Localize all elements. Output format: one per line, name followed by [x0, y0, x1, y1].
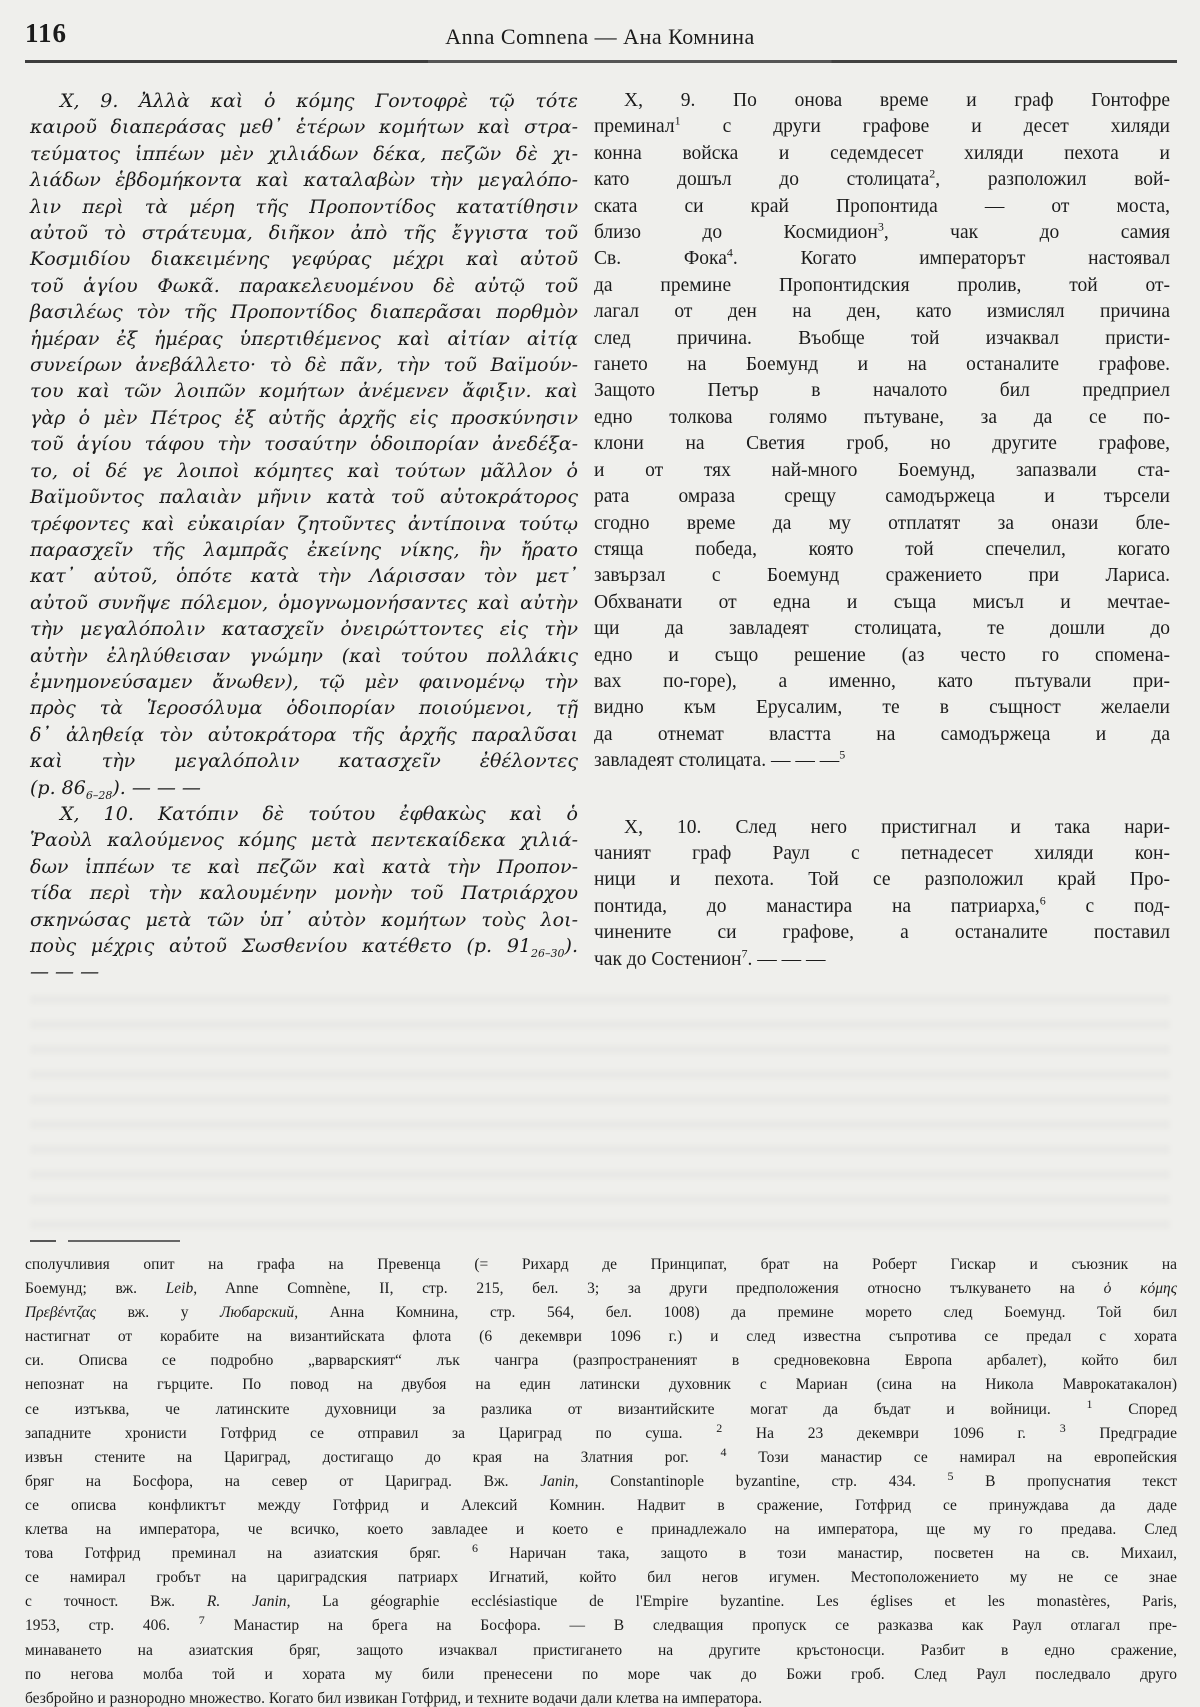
- text-line: завързал с Боемунд сражението при Лариса.: [594, 565, 1170, 587]
- bulgarian-column: [594, 88, 1170, 973]
- text-line: конна войска и седемдесет хиляди пехота и: [594, 142, 1170, 164]
- text-line: X, 9. Ἀλλὰ καὶ ὁ κόμης Γοντοφρὲ τῷ τότε: [60, 90, 578, 112]
- text-line: като дошъл до столицата$^2$, разположил вой-: [594, 166, 1170, 191]
- text-line: παρασχεῖν τῆς λαμπρᾶς ἐκείνης νίκης, ἣν ἤρατο: [30, 538, 578, 561]
- text-line: с точност. Вж. R. Janin, La géographie ecclésiastique de l'Empire byzantine. Les églises et les monastères, Paris,: [25, 1593, 1178, 1611]
- text-line: щи да завладеят столицата, те дошли до: [594, 618, 1170, 640]
- text-line: καιροῦ διαπεράσας μεθ᾿ ἑτέρων κομήτων καὶ στρα-: [30, 116, 578, 139]
- text-line: се намирал гробът на цариградския патриарх Игнатий, който бил негов игумен. Местоположението му не се знае: [25, 1569, 1177, 1587]
- text-line: сгодно време да му отплатят за онази бле-: [594, 512, 1170, 534]
- text-line: едно толкова голямо пътуване, за да се по-: [594, 406, 1170, 428]
- text-line: πρὸς τὰ Ἱεροσόλυμα ὁδοιπορίαν ποιούμενοι, τῇ: [30, 697, 578, 720]
- running-header-title: Anna Comnena — Ана Комнина: [445, 24, 755, 49]
- text-line: клетва на императора, че всичко, което завладее и което е принадлежало на императора, ще му го предава. След: [25, 1521, 1177, 1539]
- text-line: по негова молба той и хората му били пренесени по море чак до Божи гроб. След Раул последвало друго: [25, 1665, 1177, 1683]
- header-rule: [25, 60, 1177, 63]
- text-line: извън стените на Цариград, достигащо до края на Златния рог. $^4$ Този манастир се намирал на европейския: [25, 1444, 1177, 1466]
- text-line: X, 10. След него пристигнал и така нари-: [624, 816, 1170, 838]
- text-line: завладеят столицата. — — —$^5$: [594, 747, 846, 772]
- text-line: σκηνώσας μετὰ τῶν ὑπ᾿ αὐτὸν κομήτων τοὺς λοι-: [30, 908, 578, 931]
- text-line: Κοσμιδίου διακειμένης γεφύρας μέχρι καὶ αὐτοῦ: [30, 248, 578, 271]
- text-line: и от тях най-много Боемунд, запазвали ста-: [594, 459, 1170, 481]
- text-line: τοῦ ἁγίου Φωκᾶ. παρακελευομένου δὲ αὐτῷ τοῦ: [30, 274, 578, 297]
- text-line: τρέφοντες καὶ εὐκαιρίαν ζητοῦντες ἀντίποινα τούτῳ: [30, 512, 578, 535]
- text-line: τίδα περὶ τὴν καλουμένην μονὴν τοῦ Πατριάρχου: [30, 882, 578, 905]
- text-line: едно и също решение (аз често го спомена-: [594, 644, 1170, 666]
- text-line: близо до Космидион$^3$, чак до самия: [594, 219, 1171, 244]
- text-line: ἐμνημονεύσαμεν ἄνωθεν), τῷ μὲν φαινομένῳ τὴν: [30, 670, 578, 693]
- text-line: видно към Ерусалим, те в същност желаели: [594, 697, 1170, 719]
- greek-paragraph-x10: [30, 801, 578, 986]
- text-line: да отнемат властта на самодържеца и да: [594, 723, 1170, 745]
- text-line: δ᾿ ἀληθείᾳ τὸν αὐτοκράτορα τῆς ἀρχῆς παραλῦσαι: [30, 723, 578, 746]
- text-line: Св. Фока$^4$. Когато императорът настоявал: [594, 245, 1171, 270]
- text-line: λιάδων ἑβδομήκοντα καὶ καταλαβὼν τὴν μεγαλόπο-: [30, 169, 578, 192]
- text-line: αὐτοῦ συνῆψε πόλεμον, ὁμογνωμονήσαντες καὶ αὐτὴν: [30, 591, 578, 614]
- text-line: западните хронисти Готфрид се отправил за Цариград по суша. $^2$ На 23 декември 1096 г. $^3$ Предградие: [25, 1420, 1177, 1442]
- text-line: след причина. Въобще той изчаквал присти-: [594, 327, 1170, 349]
- bulgarian-paragraph-x9: [594, 88, 1170, 775]
- text-line: минаването на азиатския бряг, защото изчаквал пристигането на другите кръстоносци. Разбит в едно сражение,: [25, 1641, 1177, 1659]
- greek-column: [30, 88, 578, 986]
- text-line: Πρεβέντζας вж. у Любарский, Анна Комнина, стр. 564, бел. 1008) да премине морето след Боемунд. Той бил: [25, 1304, 1177, 1322]
- bulgarian-paragraph-x10: [594, 815, 1170, 973]
- text-line: — — —: [30, 961, 100, 984]
- text-line: βασιλέως τὸν τῆς Προποντίδος διαπερᾶσαι πορθμὸν: [30, 301, 578, 324]
- text-line: безбройно и разнородно множество. Когато бил извикан Готфрид, и техните водачи дали клетва на императора.: [25, 1689, 763, 1707]
- footnotes-block: [25, 1253, 1177, 1707]
- text-line: γὰρ ὁ μὲν Πέτρος ἐξ αὐτῆς ἀρχῆς εἰς προσκύνησιν: [30, 406, 578, 429]
- text-line: настигнат от корабите на византийската флота (6 декември 1096 г.) и след известна съпротива се предал с хората: [25, 1328, 1177, 1346]
- text-line: това Готфрид преминал на азиатския бряг. $^6$ Наричан така, защото в този манастир, посветен на св. Михаил,: [25, 1540, 1177, 1563]
- text-line: καὶ τὴν μεγαλόπολιν κατασχεῖν ἐθέλοντες: [30, 750, 578, 773]
- text-line: чак до Состенион$^7$. — — —: [594, 946, 826, 970]
- text-line: αὐτοῦ τὸ στράτευμα, διῆκον ἀπὸ τῆς ἔγγιστα τοῦ: [30, 222, 578, 245]
- text-line: τεύματος ἱππέων μὲν χιλιάδων δέκα, πεζῶν δὲ χι-: [30, 142, 578, 165]
- text-line: вах по-горе), а именно, като пътували при-: [594, 670, 1170, 692]
- text-line: стяща победа, която той спечелил, когато: [594, 538, 1170, 560]
- text-line: непознат на гърците. По повод на двубоя на един латински духовник с Мариан (сина на Никола Маврокатакалон): [25, 1376, 1177, 1394]
- text-line: лагал от ден на ден, като измислял причина: [594, 301, 1170, 323]
- text-line: αὐτὴν ἐληλύθεισαν γνώμην (καὶ τούτου πολλάκις: [30, 644, 578, 667]
- text-line: ἡμέραν ἐξ ἡμέρας ὑπερτιθέμενος καὶ αἰτίαν αἰτίᾳ: [30, 327, 578, 350]
- page-number: 116: [25, 18, 68, 48]
- text-line: δων ἱππέων τε καὶ πεζῶν καὶ κατὰ τὴν Προπον-: [30, 855, 578, 878]
- footnote-separator-rule: [30, 1240, 180, 1242]
- text-line: 1953, стр. 406. $^7$ Манастир на брега на Босфора. — В следващия пропуск се разказва как Раул отлагал пре-: [25, 1613, 1178, 1635]
- text-line: X, 10. Κατόπιν δὲ τούτου ἐφθακὼς καὶ ὁ: [60, 802, 578, 825]
- text-line: το, οἱ δέ γε λοιποὶ κόμητες καὶ τούτων μᾶλλον ὁ: [30, 459, 578, 482]
- page-showthrough-ghost-text: [30, 995, 1170, 1230]
- text-line: се описва конфликтът между Готфрид и Алексий Комнин. Надвит в сражение, Готфрид се принуждава да даде: [25, 1496, 1177, 1514]
- text-line: ската си край Пропонтида — от моста,: [594, 195, 1170, 217]
- text-line: τὴν μεγαλόπολιν κατασχεῖν ὀνειρώττοντες εἰς τὴν: [30, 618, 578, 641]
- text-line: бряг на Босфора, на север от Цариград. Вж. Janin, Constantinople byzantine, стр. 434. $^5$ В пропуснатия текст: [25, 1468, 1178, 1490]
- text-line: ποὺς μέχρις αὐτοῦ Σωσθενίου κατέθετο (p. $91_{26-30}$).: [30, 935, 578, 960]
- text-line: се изтъква, че латинските духовници за разлика от византийските могат да бъдат и войници. $^1$ Според: [25, 1396, 1177, 1418]
- text-line: κατ᾿ αὐτοῦ, ὁπότε κατὰ τὴν Λάρισσαν τὸν μετ᾿: [30, 565, 578, 588]
- text-line: чинените си графове, а останалите поставил: [594, 922, 1170, 944]
- text-line: Обхванати от една и съща мисъл и мечтае-: [594, 591, 1170, 613]
- text-line: ници и пехота. Той се разположил край Про-: [594, 869, 1170, 891]
- two-column-text: [30, 88, 1170, 986]
- greek-paragraph-x9: [30, 88, 578, 801]
- text-line: гането на Боемунд и на останалите графове.: [594, 354, 1170, 376]
- text-line: Защото Петър в началото бил предприел: [594, 380, 1170, 402]
- text-line: λιν περὶ τὰ μέρη τῆς Προποντίδος κατατίθησιν: [30, 195, 578, 218]
- text-line: понтида, до манастира на патриарха,$^6$ с под-: [594, 893, 1170, 917]
- text-line: чаният граф Раул с петнадесет хиляди кон-: [594, 842, 1170, 864]
- text-line: да премине Пропонтидския пролив, той от-: [594, 274, 1170, 296]
- text-line: сполучливия опит на графа на Превенца (= Рихард де Принципат, брат на Роберт Гискар и съюзник на: [25, 1256, 1177, 1273]
- text-line: клони на Светия гроб, но другите графове,: [594, 433, 1170, 455]
- text-line: X, 9. По онова време и граф Гонтофре: [624, 90, 1170, 111]
- text-line: Βαϊμοῦντος παλαιὰν μῆνιν κατὰ τοῦ αὐτοκράτορος: [30, 486, 578, 509]
- text-line: преминал$^1$ с други графове и десет хиляди: [594, 113, 1170, 138]
- text-line: Ῥαοὺλ καλούμενος κόμης μετὰ πεντεκαίδεκα χιλιά-: [30, 829, 578, 852]
- text-line: συνείρων ἀνεβάλλετο· τὸ δὲ πᾶν, τὴν τοῦ Βαϊμούν-: [30, 354, 578, 377]
- text-line: си. Описва се подробно „варварският“ лък чангра (разпространеният в средновековна Европа арбалет), който бил: [25, 1352, 1177, 1370]
- text-line: του καὶ τῶν λοιπῶν κομήτων ἀνέμενεν ἄφιξιν. καὶ: [30, 380, 578, 403]
- text-line: рата омраза срещу самодържеца и търсели: [594, 486, 1170, 508]
- text-line: Боемунд; вж. Leib, Anne Comnène, II, стр. 215, бел. 3; за други предположения относно тълкуването на ὁ κόμης: [25, 1280, 1177, 1298]
- text-line: (p. $86_{6-28}$). — — —: [30, 776, 201, 802]
- text-line: τοῦ ἁγίου τάφου τὴν τοσαύτην ὁδοιπορίαν ἀνεδέξα-: [30, 433, 578, 456]
